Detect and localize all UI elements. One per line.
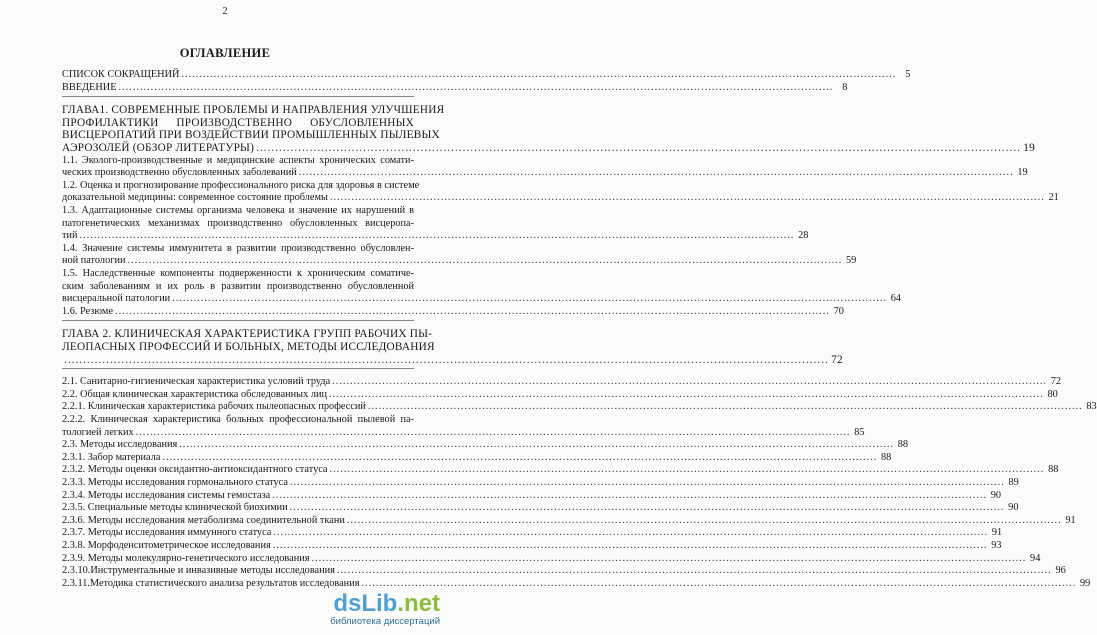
toc-entry-page: 94: [1030, 552, 1041, 564]
toc-entry-line: 1.3. Адаптационные системы организма человека и значение их нарушений в: [62, 205, 414, 216]
toc-entry[interactable]: [62, 565, 1066, 577]
toc-entry-page: 72: [1050, 376, 1061, 388]
toc-entry-line: 1.5. Наследственные компоненты подверженности к хроническим соматиче-: [62, 268, 414, 279]
toc-entry-line: 1.2. Оценка и прогнозирование профессионального риска для здоровья в системе: [62, 179, 420, 191]
toc-entry[interactable]: [62, 577, 1091, 590]
watermark: [330, 592, 440, 627]
dot-leader: ........................................................................................................................................................................................................: [328, 388, 1044, 400]
watermark-logo: dsLib.net: [333, 590, 440, 617]
toc-entry-label: СПИСОК СОКРАЩЕНИЙ: [62, 69, 180, 80]
toc-entry-page: 19: [1023, 142, 1035, 154]
dot-leader: ........................................................................................................................................................................................................: [64, 353, 829, 366]
toc-entry-page: 59: [846, 255, 857, 267]
toc-entry-line: ским заболеваниям и их роль в развитии производственно обусловленной: [62, 280, 414, 292]
toc-entry[interactable]: [62, 464, 1059, 476]
toc-entry[interactable]: [62, 401, 1097, 413]
divider: [62, 96, 414, 97]
page-number: 2: [222, 6, 228, 17]
toc-entry[interactable]: [62, 255, 857, 267]
toc-entry-label: 2.3.3. Методы исследования гормонального статуса: [62, 477, 288, 488]
toc-entry-label: 2.1. Санитарно-гигиеническая характеристика условий труда: [62, 376, 331, 388]
toc-entry[interactable]: [62, 451, 892, 464]
divider: [62, 368, 414, 369]
toc-entry[interactable]: [62, 69, 911, 81]
toc-entry[interactable]: [62, 167, 1028, 179]
toc-entry-page: 90: [990, 489, 1002, 501]
chapter-heading-entry[interactable]: [62, 353, 843, 366]
dot-leader: ........................................................................................................................................................................................................: [79, 230, 795, 242]
toc-entry-page: 72: [831, 353, 843, 366]
toc-entry-label: тий: [62, 230, 78, 242]
toc-entry-label: ческих производственно обусловленных заболеваний: [62, 167, 297, 179]
toc-entry[interactable]: [62, 502, 1019, 514]
toc-entry-page: 5: [905, 69, 911, 80]
toc-entry[interactable]: [62, 489, 1002, 502]
toc-entry-page: 99: [1080, 577, 1091, 589]
toc-entry-page: 88: [880, 451, 892, 463]
toc-entry[interactable]: [62, 514, 1076, 527]
dot-leader: ........................................................................................................................................................................................................: [135, 426, 851, 438]
toc-entry[interactable]: [62, 388, 1058, 401]
dot-leader: ........................................................................................................................................................................................................: [329, 464, 1045, 476]
toc-entry-page: 91: [991, 527, 1003, 539]
toc-entry[interactable]: [62, 426, 865, 439]
dot-leader: ........................................................................................................................................................................................................: [361, 577, 1077, 589]
chapter-heading-line: ГЛАВА1. СОВРЕМЕННЫЕ ПРОБЛЕМЫ И НАПРАВЛЕНИЯ УЛУЧШЕНИЯ: [62, 104, 445, 117]
dot-leader: ........................................................................................................................................................................................................: [118, 81, 834, 93]
toc-entry-line: 1.1. Эколого-производственные и медицинские аспекты хронических сомати-: [62, 154, 414, 166]
toc-entry-page: 83: [1086, 401, 1097, 413]
toc-entry-label: висцеральной патологии: [62, 293, 171, 305]
dot-leader: ........................................................................................................................................................................................................: [273, 527, 989, 539]
toc-entry-page: 90: [1008, 502, 1019, 514]
toc-entry-label: 2.3.2. Методы оценки оксидантно-антиоксидантного статуса: [62, 464, 328, 476]
toc-entry-label: 2.2.1. Клиническая характеристика рабочих пылеопасных профессий: [62, 401, 366, 413]
toc-entry-label: доказательной медицины: современное состояние проблемы: [62, 192, 328, 204]
toc-entry-label: 2.3.9. Методы молекулярно-генетического исследования: [62, 552, 310, 564]
chapter-heading-line: ГЛАВА 2. КЛИНИЧЕСКАЯ ХАРАКТЕРИСТИКА ГРУПП РАБОЧИХ ПЫ-: [62, 328, 433, 341]
dot-leader: ........................................................................................................................................................................................................: [181, 69, 897, 80]
toc-entry-line: патогенетических механизмах производственно обусловленных висцеропа-: [62, 217, 414, 229]
toc-entry-page: 91: [1065, 514, 1076, 526]
toc-entry-label: 1.6. Резюме: [62, 305, 114, 317]
dot-leader: ........................................................................................................................................................................................................: [179, 439, 895, 451]
toc-entry[interactable]: [62, 293, 901, 305]
toc-entry-label: 2.3. Методы исследования: [62, 439, 178, 451]
toc-entry-page: 85: [854, 426, 865, 438]
toc-entry-label: 2.3.4. Методы исследования системы гемостаза: [62, 489, 271, 501]
toc-entry-label: 2.3.6. Методы исследования метаболизма соединительной ткани: [62, 514, 345, 526]
toc-entry[interactable]: [62, 552, 1041, 565]
dot-leader: ........................................................................................................................................................................................................: [272, 540, 988, 551]
chapter-heading-line: ВИСЦЕРОПАТИЙ ПРИ ВОЗДЕЙСТВИИ ПРОМЫШЛЕННЫХ ПЫЛЕВЫХ: [62, 129, 440, 142]
toc-entry[interactable]: [62, 81, 848, 94]
chapter-heading-entry[interactable]: [62, 142, 1035, 154]
toc-entry-page: 19: [1017, 167, 1028, 179]
dot-leader: ........................................................................................................................................................................................................: [329, 192, 1045, 204]
toc-entry-page: 64: [890, 293, 901, 305]
toc-entry-page: 88: [897, 439, 909, 451]
toc-entry-page: 88: [1048, 464, 1059, 476]
toc-entry-label: 2.3.7. Методы исследования иммунного статуса: [62, 527, 272, 539]
toc-entry[interactable]: [62, 477, 1019, 489]
toc-entry[interactable]: [62, 230, 809, 242]
chapter-heading-line: ЛЕОПАСНЫХ ПРОФЕССИЙ И БОЛЬНЫХ, МЕТОДЫ ИССЛЕДОВАНИЯ: [62, 341, 435, 353]
dot-leader: ........................................................................................................................................................................................................: [298, 167, 1014, 179]
divider: [62, 320, 414, 321]
toc-entry[interactable]: [62, 527, 1003, 539]
toc-entry-label: ной патологии: [62, 255, 126, 267]
toc-entry[interactable]: [62, 540, 1002, 552]
dot-leader: ........................................................................................................................................................................................................: [272, 489, 988, 501]
dot-leader: ........................................................................................................................................................................................................: [332, 376, 1047, 388]
toc-entry[interactable]: [62, 439, 909, 451]
dot-leader: ........................................................................................................................................................................................................: [162, 451, 878, 463]
toc-entry-line: 1.4. Значение системы иммунитета в развитии производственно обусловлен-: [62, 242, 414, 254]
toc-entry-label: 2.3.11.Методика статистического анализа результатов исследования: [62, 577, 360, 589]
dot-leader: ........................................................................................................................................................................................................: [127, 255, 843, 267]
chapter-heading-line: ПРОФИЛАКТИКИ ПРОИЗВОДСТВЕННО ОБУСЛОВЛЕННЫХ: [62, 116, 414, 129]
toc-entry-label: тологией легких: [62, 426, 134, 438]
watermark-subtitle: библиотека диссертаций: [330, 616, 440, 627]
dot-leader: ........................................................................................................................................................................................................: [346, 514, 1062, 526]
toc-entry-label: 2.2. Общая клиническая характеристика обследованных лиц: [62, 388, 327, 400]
toc-entry-label: 2.3.1. Забор материала: [62, 451, 161, 463]
toc-entry-page: 28: [798, 230, 809, 242]
dot-leader: ........................................................................................................................................................................................................: [367, 401, 1083, 413]
toc-entry[interactable]: [62, 192, 1059, 204]
dot-leader: ........................................................................................................................................................................................................: [115, 305, 830, 317]
toc-entry-page: 21: [1048, 192, 1059, 204]
dot-leader: ........................................................................................................................................................................................................: [311, 552, 1027, 564]
toc-entry-page: 70: [833, 305, 844, 317]
toc-entry-page: 80: [1047, 388, 1058, 400]
toc-entry-label: 2.3.10.Инструментальные и инвазивные методы исследования: [62, 565, 335, 577]
toc-entry[interactable]: [62, 305, 844, 318]
toc-entry-page: 89: [1008, 477, 1019, 488]
toc-entry-label: 2.3.8. Морфоденситометрическое исследования: [62, 540, 271, 551]
toc-entry-page: 93: [991, 540, 1002, 551]
dot-leader: ........................................................................................................................................................................................................: [336, 565, 1052, 577]
toc-entry-label: 2.3.5. Специальные методы клинической биохимии: [62, 502, 288, 514]
toc-entry-line: 2.2.2. Клиническая характеристика больных профессиональной пылевой па-: [62, 414, 414, 425]
dot-leader: ........................................................................................................................................................................................................: [256, 142, 1021, 154]
dot-leader: ........................................................................................................................................................................................................: [172, 293, 887, 305]
dot-leader: ........................................................................................................................................................................................................: [289, 502, 1005, 514]
toc-entry[interactable]: [62, 376, 1061, 388]
toc-entry-page: 8: [842, 81, 848, 93]
toc-entry-label: АЭРОЗОЛЕЙ (ОБЗОР ЛИТЕРАТУРЫ): [62, 142, 255, 154]
toc-entry-label: ВВЕДЕНИЕ: [62, 81, 117, 93]
toc-entry-page: 96: [1055, 565, 1066, 577]
toc-title: ОГЛАВЛЕНИЕ: [179, 46, 271, 60]
dot-leader: ........................................................................................................................................................................................................: [289, 477, 1005, 488]
